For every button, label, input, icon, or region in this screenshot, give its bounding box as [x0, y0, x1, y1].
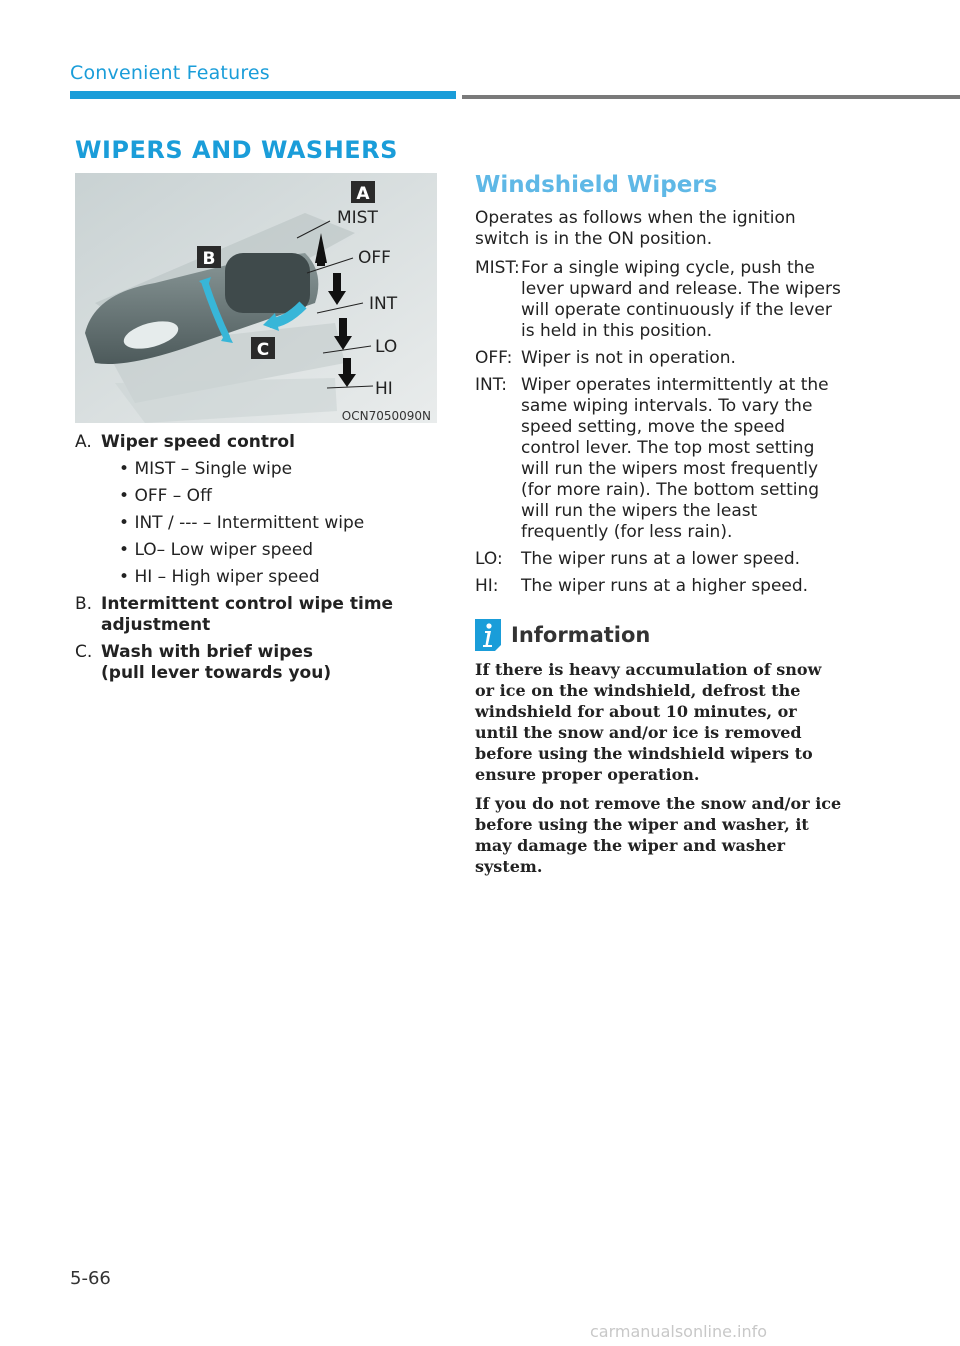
bullet-mist: • MIST – Single wipe: [119, 459, 445, 480]
windshield-wipers-title: Windshield Wipers: [475, 172, 718, 198]
information-paragraph-1: If there is heavy accumulation of snow or ice on the windshield, defrost the windshield for about 10 minutes, or until the snow and/or ice is removed before using the windshield wipers to ensure proper operation.: [475, 660, 822, 784]
pos-label-hi: HI: [375, 379, 393, 399]
right-column: [475, 172, 845, 885]
def-key: HI:: [475, 576, 499, 596]
def-value: The wiper runs at a lower speed.: [521, 549, 801, 569]
watermark: carmanualsonline.info: [590, 1322, 768, 1341]
bullet-hi: • HI – High wiper speed: [119, 567, 445, 588]
def-key: LO:: [475, 549, 503, 569]
legend-label: B.: [75, 594, 93, 614]
bullet-int: • INT / --- – Intermittent wipe: [119, 513, 445, 534]
legend-list: [75, 432, 445, 690]
wiper-lever-illustration: [75, 173, 437, 423]
def-key: INT:: [475, 375, 507, 395]
wiper-lever-figure: [75, 173, 437, 423]
badge-a: A: [356, 184, 370, 204]
figure-code: OCN7050090N: [341, 409, 431, 423]
page-header-title: Convenient Features: [70, 62, 270, 84]
pos-label-lo: LO: [375, 337, 398, 357]
information-paragraph-2: If you do not remove the snow and/or ice before using the wiper and washer, it may damage the wiper and washer system.: [475, 794, 842, 876]
header-rule-blue: [70, 91, 456, 99]
badge-b: B: [202, 249, 216, 269]
def-value: Wiper is not in operation.: [521, 348, 736, 368]
page-number: 5-66: [70, 1268, 111, 1289]
header-rule-gray: [462, 95, 960, 99]
def-key: OFF:: [475, 348, 513, 368]
def-hi: [475, 576, 845, 597]
intro-paragraph: Operates as follows when the ignition switch is in the ON position.: [475, 208, 796, 249]
legend-label: C.: [75, 642, 93, 662]
legend-item-b: [75, 594, 445, 636]
legend-text: Wiper speed control: [101, 432, 295, 452]
def-off: [475, 348, 845, 369]
def-int: [475, 375, 845, 543]
def-value: Wiper operates intermittently at the same wiping intervals. To vary the speed setting, move the speed control lever. The top most setting will run the wipers most frequently (for more rain). The bottom setting will run the wipers the least frequently (for less rain).: [521, 375, 829, 542]
legend-text: Intermittent control wipe time adjustment: [101, 594, 394, 635]
legend-text: Wash with brief wipes (pull lever towards you): [101, 642, 332, 683]
def-value: The wiper runs at a higher speed.: [521, 576, 809, 596]
def-mist: [475, 258, 845, 342]
information-title: Information: [511, 623, 651, 647]
pos-label-int: INT: [369, 294, 398, 314]
information-header: [475, 619, 845, 651]
def-lo: [475, 549, 845, 570]
badge-c: C: [256, 340, 270, 360]
bullet-off: • OFF – Off: [119, 486, 445, 507]
legend-item-a: [75, 432, 445, 453]
information-icon: [475, 619, 501, 651]
def-key: MIST:: [475, 258, 520, 278]
bullet-lo: • LO– Low wiper speed: [119, 540, 445, 561]
legend-item-c: [75, 642, 445, 684]
legend-label: A.: [75, 432, 92, 452]
pos-label-off: OFF: [358, 248, 391, 268]
pos-label-mist: MIST: [337, 208, 378, 228]
def-value: For a single wiping cycle, push the lever upward and release. The wipers will operate continuously if the lever is held in this position.: [521, 258, 841, 341]
section-title: WIPERS AND WASHERS: [75, 136, 398, 164]
